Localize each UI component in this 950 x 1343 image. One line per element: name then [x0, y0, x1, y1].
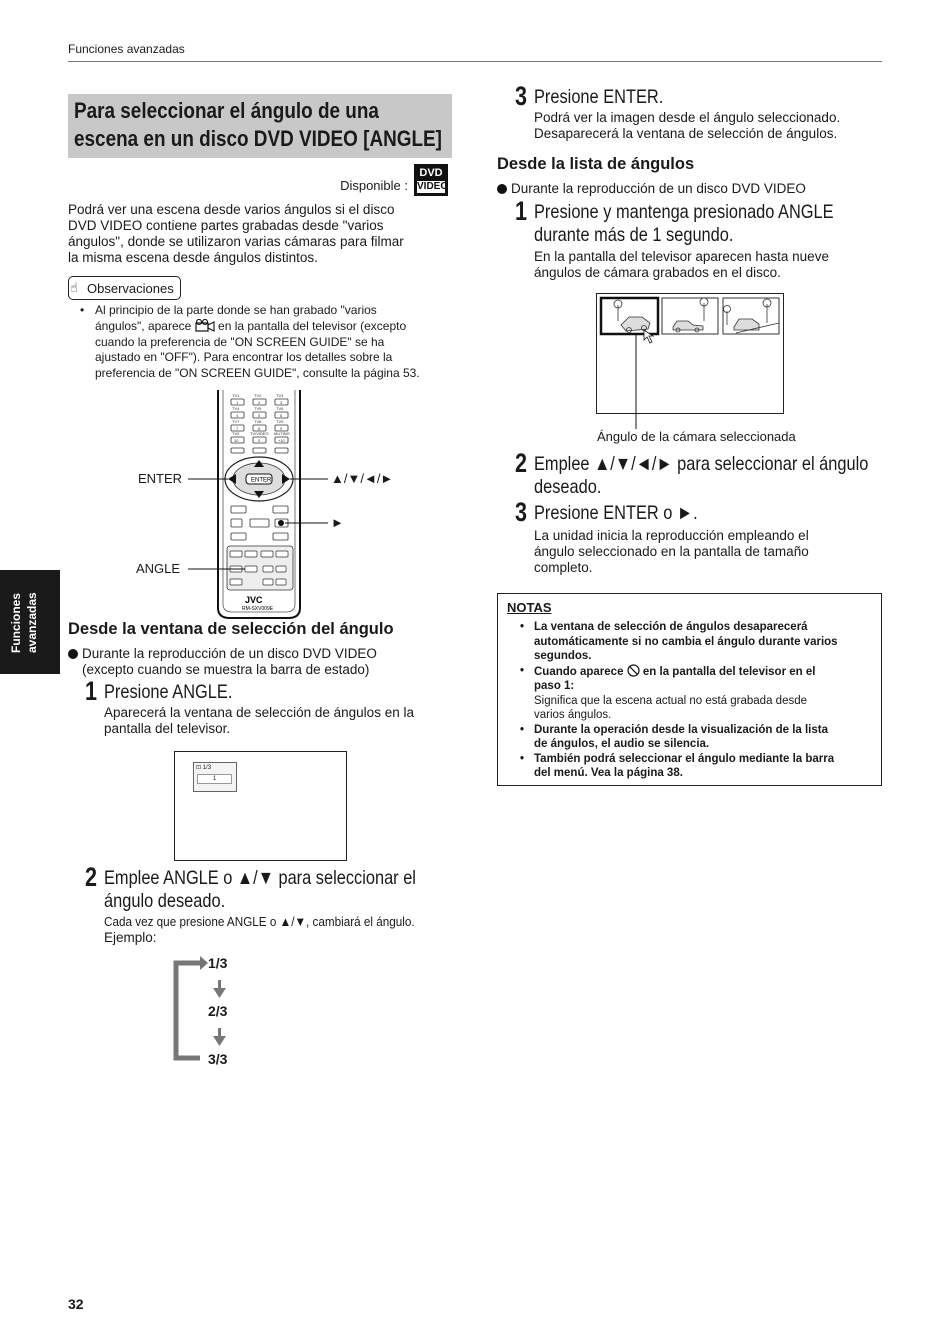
observation-line: cuando la preferencia de "ON SCREEN GUIDE" se ha — [95, 334, 385, 349]
observation-line: ajustado en "OFF"). Para encontrar los detalles sobre la — [95, 350, 393, 365]
list-step-3-number: 3 — [515, 497, 528, 527]
play-callout: ► — [331, 515, 344, 530]
window-step-1-number: 1 — [85, 676, 98, 706]
remote-key-tv7: TV7 — [232, 419, 240, 424]
list-step-3-text: La unidad inicia la reproducción empleando el ángulo seleccionado en la pantalla de tamaño completo. — [534, 528, 809, 575]
intro-line: la misma escena desde ángulos distintos. — [68, 250, 318, 265]
remote-key-tv9: TV9 — [276, 419, 284, 424]
page-number: 32 — [68, 1296, 84, 1312]
angle-selection-window — [193, 762, 237, 792]
remote-play-key — [278, 520, 284, 526]
remote-key-1: 1 — [236, 400, 239, 405]
list-step-2-number: 2 — [515, 448, 528, 478]
remote-brand: JVC — [245, 595, 263, 605]
note-subtext: Significa que la escena actual no está grabada desde varios ángulos. — [534, 694, 808, 721]
running-header: Funciones avanzadas — [68, 42, 185, 56]
remote-key-tv0: TV0 — [232, 431, 240, 436]
bullet-icon — [497, 184, 507, 194]
remote-key-8: 8 — [258, 426, 261, 431]
window-step-2-text: Cada vez que presione ANGLE o ▲/▼, cambiará el ángulo. Ejemplo: — [104, 914, 415, 945]
remote-key-tv6: TV6 — [276, 406, 284, 411]
angle-camera-icon — [195, 319, 215, 332]
arrows-callout: ▲/▼/◄/► — [331, 471, 394, 486]
pointing-hand-icon: ☝ — [70, 280, 78, 295]
intro-line: ángulos", donde se utilizaron varias cámaras para filmar — [68, 234, 404, 249]
angle-list-screen — [596, 293, 786, 441]
remote-key-tv2: TV2 — [254, 393, 262, 398]
remote-key-tv8: TV8 — [254, 419, 262, 424]
remote-key-0: 0 — [258, 438, 261, 443]
window-step-1-text: Aparecerá la ventana de selección de ángulos en la pantalla del televisor. — [104, 705, 414, 736]
down-arrow-icon — [213, 988, 226, 998]
remote-model: RM-SXV009E — [242, 606, 274, 612]
header-rule — [68, 61, 882, 62]
section-title-line-2: escena en un disco DVD VIDEO [ANGLE] — [74, 126, 442, 151]
remote-key-6: 6 — [280, 413, 283, 418]
observation-item: • Al principio de la parte donde se han grabado "varios ángulos", aparece en la pantalla del televisor (excepto cuando la preferencia de "ON SCREEN GUIDE" se ha ajustado en "OFF"). Para encontrar los detalles sobre la preferencia de "ON SCREEN GUIDE", consulte la página 53. — [80, 303, 460, 382]
window-step-3-text: Podrá ver la imagen desde el ángulo seleccionado. Desaparecerá la ventana de selección de ángulos. — [534, 110, 841, 141]
remote-angle-key — [245, 566, 257, 572]
remote-key-tv-video: TV/VIDEO — [250, 431, 269, 436]
remote-key-5: 5 — [258, 413, 261, 418]
notes-list — [520, 620, 872, 781]
list-step-1-heading: Presione y mantenga presionado ANGLE durante más de 1 segundo. — [534, 201, 834, 246]
remote-enter-key-label: ENTER — [251, 477, 272, 484]
remote-control-illustration — [130, 390, 400, 620]
note-item: • Cuando aparece en la pantalla del televisor en el paso 1: — [520, 664, 872, 694]
prohibited-icon — [627, 664, 640, 677]
remote-key-7: 7 — [236, 426, 239, 431]
intro-line: DVD VIDEO contiene partes grabadas desde "varios — [68, 218, 384, 233]
flow-step-3: 3/3 — [208, 1051, 228, 1067]
window-step-2-heading: Emplee ANGLE o ▲/▼ para seleccionar el ángulo deseado. — [104, 867, 416, 912]
observation-line-with-icon: ángulos", aparece en la pantalla del televisor (excepto — [95, 318, 407, 333]
section-title-box — [68, 94, 452, 158]
list-step-2-heading: Emplee ▲/▼/◄/► para seleccionar el ángulo deseado. — [534, 453, 869, 498]
remote-key-10: 10 — [234, 438, 239, 443]
intro-line: Podrá ver una escena desde varios ángulos si el disco — [68, 202, 395, 217]
remote-key-tv3: TV3 — [276, 393, 284, 398]
selected-camera-caption: Ángulo de la cámara seleccionada — [597, 429, 796, 444]
intro-paragraph — [68, 202, 458, 266]
remote-key-tv5: TV5 — [254, 406, 262, 411]
remote-key-4: 4 — [236, 413, 239, 418]
bullet-icon — [68, 649, 78, 659]
section-title-line-1: Para seleccionar el ángulo de una — [74, 98, 379, 123]
flow-step-1: 1/3 — [208, 955, 228, 971]
window-step-3-number: 3 — [515, 81, 528, 111]
badge-dvd-text: DVD — [419, 167, 443, 179]
enter-callout: ENTER — [138, 471, 183, 486]
angle-camera-icon: ⊡ — [196, 765, 202, 771]
observations-tag — [68, 276, 181, 300]
angle-counter: ⊡ 1/3 — [196, 765, 212, 771]
angle-window-screen — [174, 751, 347, 861]
note-item: • La ventana de selección de ángulos desaparecerá automáticamente si no cambia el ángulo durante varios segundos. — [520, 620, 872, 664]
list-section-heading: Desde la lista de ángulos — [497, 155, 695, 173]
section-sidebar-label — [8, 580, 54, 666]
note-item: • Durante la operación desde la visualización de la lista de ángulos, el audio se silencia. — [520, 723, 872, 752]
sidebar-line-1: Funciones — [9, 593, 23, 654]
dvd-video-badge-icon — [414, 164, 448, 196]
badge-video-text: VIDEO — [417, 181, 449, 192]
list-step-1-number: 1 — [515, 196, 528, 226]
remote-key-2: 2 — [258, 400, 261, 405]
remote-key-9: 9 — [280, 426, 283, 431]
list-step-3-heading: Presione ENTER o ►. — [534, 502, 698, 524]
angle-callout: ANGLE — [136, 561, 181, 576]
angle-cycle-diagram — [170, 950, 240, 1070]
window-section-heading: Desde la ventana de selección del ángulo — [68, 620, 394, 638]
window-step-2-number: 2 — [85, 862, 98, 892]
observation-line: preferencia de "ON SCREEN GUIDE", consulte la página 53. — [95, 366, 420, 381]
note-item: • También podrá seleccionar el ángulo mediante la barra del menú. Vea la página 38. — [520, 752, 872, 781]
observation-line: Al principio de la parte donde se han grabado "varios — [95, 303, 377, 317]
notes-title: NOTAS — [507, 600, 552, 615]
window-step-1-heading: Presione ANGLE. — [104, 681, 233, 703]
observations-text — [80, 303, 460, 382]
list-condition: Durante la reproducción de un disco DVD VIDEO — [497, 181, 806, 197]
list-step-1-text: En la pantalla del televisor aparecen hasta nueve ángulos de cámara grabados en el disco. — [534, 249, 829, 280]
sidebar-line-2: avanzadas — [25, 592, 39, 654]
remote-key-3: 3 — [280, 400, 283, 405]
window-step-3-heading: Presione ENTER. — [534, 86, 664, 108]
remote-key-muting: MUTING — [274, 431, 290, 436]
down-arrow-icon — [213, 1036, 226, 1046]
remote-key-plus10: +10 — [278, 438, 285, 443]
observations-label: Observaciones — [87, 281, 174, 296]
angle-value-field: 1 — [197, 774, 232, 784]
remote-key-tv4: TV4 — [232, 406, 240, 411]
window-condition: Durante la reproducción de un disco DVD VIDEO (excepto cuando se muestra la barra de estado) — [68, 646, 468, 678]
remote-key-tv1: TV1 — [232, 393, 240, 398]
availability-label: Disponible : — [340, 178, 408, 193]
flow-step-2: 2/3 — [208, 1003, 228, 1019]
